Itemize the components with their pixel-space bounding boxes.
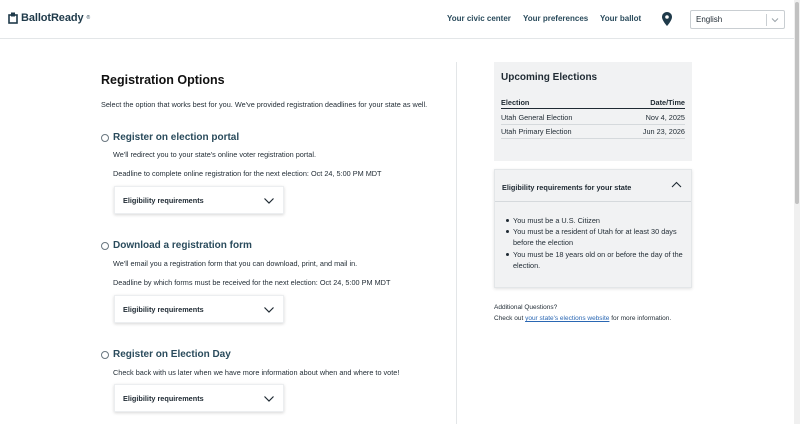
intro-text: Select the option that works best for you. We've provided registration deadlines for your state as well.	[101, 100, 428, 109]
accordion-label: Eligibility requirements	[123, 196, 204, 205]
election-row-date: Jun 23, 2026	[642, 127, 685, 136]
nav-your-preferences[interactable]: Your preferences	[523, 14, 589, 23]
column-header-election: Election	[501, 98, 530, 107]
chevron-down-icon	[263, 395, 275, 403]
upcoming-elections-panel	[494, 62, 692, 161]
option-title-download[interactable]: Download a registration form	[113, 240, 252, 251]
table-row-rule	[501, 124, 685, 125]
additional-suffix: for more information.	[609, 315, 672, 322]
election-row-date: Nov 4, 2025	[645, 113, 685, 122]
column-header-date: Date/Time	[650, 98, 685, 107]
eligibility-item: You must be a resident of Utah for at least 30 days before the election	[513, 226, 685, 248]
ballotready-logo[interactable]	[8, 12, 90, 24]
radio-election-day[interactable]	[101, 351, 109, 359]
logo-trademark: ®	[86, 15, 91, 21]
page-title: Registration Options	[101, 73, 225, 87]
chevron-down-icon	[770, 16, 780, 24]
radio-register-on-portal[interactable]	[101, 134, 109, 142]
language-selected-value: English	[696, 15, 723, 24]
state-elections-website-link[interactable]: your state's elections website	[525, 315, 610, 322]
option-desc-download: We'll email you a registration form that you can download, print, and mail in.	[113, 259, 358, 268]
option-title-portal[interactable]: Register on election portal	[113, 132, 240, 143]
table-row-rule	[501, 138, 685, 139]
nav-your-ballot[interactable]: Your ballot	[600, 14, 642, 23]
chevron-up-icon[interactable]	[671, 181, 682, 188]
language-select[interactable]	[690, 10, 785, 29]
table-header-rule	[501, 108, 685, 109]
accordion-label: Eligibility requirements	[123, 394, 204, 403]
accordion-eligibility-download[interactable]	[114, 295, 284, 323]
column-divider	[456, 62, 457, 424]
scrollbar-thumb[interactable]	[795, 2, 799, 204]
option-deadline-download: Deadline by which forms must be received for the next election: Oct 24, 5:00 PM MDT	[113, 278, 391, 287]
option-title-election-day[interactable]: Register on Election Day	[113, 349, 231, 360]
eligibility-item: You must be a U.S. Citizen	[513, 215, 685, 226]
chevron-down-icon	[263, 197, 275, 205]
logo-text: BallotReady	[21, 12, 84, 24]
upcoming-elections-title: Upcoming Elections	[501, 72, 598, 83]
top-header	[0, 0, 794, 39]
eligibility-item: You must be 18 years old on or before the day of the election.	[513, 249, 685, 271]
election-row-name: Utah General Election	[501, 113, 573, 122]
additional-questions-heading: Additional Questions?	[494, 304, 558, 311]
additional-questions-text	[494, 315, 671, 322]
state-eligibility-panel	[494, 169, 692, 288]
panel-divider	[495, 201, 691, 202]
eligibility-list	[513, 215, 685, 271]
chevron-down-icon	[263, 306, 275, 314]
map-pin-icon[interactable]	[662, 12, 672, 26]
option-deadline-portal: Deadline to complete online registration for the next election: Oct 24, 5:00 PM MDT	[113, 169, 382, 178]
option-desc-portal: We'll redirect you to your state's online voter registration portal.	[113, 150, 317, 159]
accordion-label: Eligibility requirements	[123, 305, 204, 314]
page-scrollbar[interactable]	[794, 0, 800, 424]
select-divider	[766, 14, 767, 26]
accordion-eligibility-portal[interactable]	[114, 186, 284, 214]
accordion-eligibility-election-day[interactable]	[114, 384, 284, 412]
ballot-box-icon	[8, 12, 18, 24]
option-desc-election-day: Check back with us later when we have more information about when and where to vote!	[113, 368, 400, 377]
election-row-name: Utah Primary Election	[501, 127, 572, 136]
nav-your-civic-center[interactable]: Your civic center	[447, 14, 511, 23]
eligibility-panel-title: Eligibility requirements for your state	[502, 183, 632, 192]
additional-prefix: Check out	[494, 315, 526, 322]
radio-download-form[interactable]	[101, 242, 109, 250]
